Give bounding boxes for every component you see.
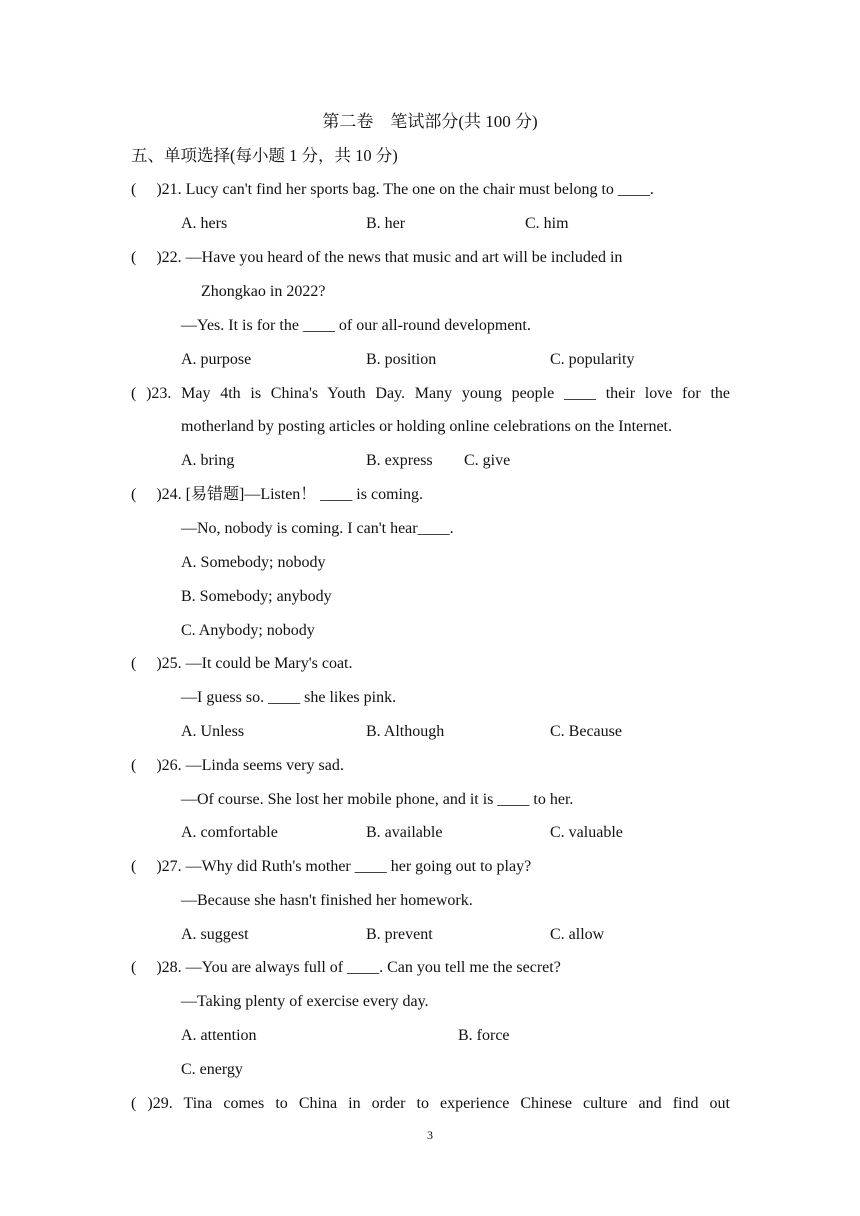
question-23-option-b: B. express xyxy=(366,452,433,469)
page-number: 3 xyxy=(427,1128,433,1142)
question-21-option-b: B. her xyxy=(366,215,406,232)
question-28-stem: ( )28. —You are always full of ____. Can you tell me the secret? xyxy=(131,959,561,976)
question-27-option-b: B. prevent xyxy=(366,926,433,943)
section-heading: 五、单项选择(每小题 1 分，共 10 分) xyxy=(131,146,398,165)
question-26-stem: ( )26. —Linda seems very sad. xyxy=(131,757,344,774)
question-28-option-a: A. attention xyxy=(181,1027,257,1044)
question-23-stem-continued: motherland by posting articles or holding online celebrations on the Internet. xyxy=(181,418,672,435)
page-title: 第二卷 笔试部分(共 100 分) xyxy=(322,112,538,131)
question-26-option-a: A. comfortable xyxy=(181,824,278,841)
question-22-option-c: C. popularity xyxy=(550,351,635,368)
question-24-option-a: A. Somebody; nobody xyxy=(181,554,326,571)
question-27-option-c: C. allow xyxy=(550,926,605,943)
question-22-stem-continued: Zhongkao in 2022? xyxy=(201,283,326,300)
question-25-option-b: B. Although xyxy=(366,723,445,740)
question-27-option-a: A. suggest xyxy=(181,926,249,943)
question-22-reply: —Yes. It is for the ____ of our all-round development. xyxy=(181,317,531,334)
question-21-option-a: A. hers xyxy=(181,215,228,232)
question-22-stem: ( )22. —Have you heard of the news that music and art will be included in xyxy=(131,249,623,266)
question-24-stem: ( )24. [易错题]—Listen！ ____ is coming. xyxy=(131,486,423,503)
question-24-option-c: C. Anybody; nobody xyxy=(181,622,315,639)
question-25-stem: ( )25. —It could be Mary's coat. xyxy=(131,655,353,672)
question-24-option-b: B. Somebody; anybody xyxy=(181,588,332,605)
question-25-reply: —I guess so. ____ she likes pink. xyxy=(181,689,397,706)
question-26-option-b: B. available xyxy=(366,824,443,841)
question-28-option-b: B. force xyxy=(458,1027,510,1044)
question-25-option-a: A. Unless xyxy=(181,723,245,740)
question-28-reply: —Taking plenty of exercise every day. xyxy=(181,993,429,1010)
question-23-option-a: A. bring xyxy=(181,452,235,469)
question-29-stem: ( )29. Tina comes to China in order to experience Chinese culture and find out xyxy=(131,1095,730,1112)
question-21-stem: ( )21. Lucy can't find her sports bag. The one on the chair must belong to ____. xyxy=(131,181,654,198)
question-26-reply: —Of course. She lost her mobile phone, and it is ____ to her. xyxy=(181,791,574,808)
question-26-option-c: C. valuable xyxy=(550,824,623,841)
question-21-option-c: C. him xyxy=(525,215,569,232)
question-27-reply: —Because she hasn't finished her homework. xyxy=(181,892,473,909)
question-23-option-c: C. give xyxy=(464,452,511,469)
question-23-stem: ( )23. May 4th is China's Youth Day. Many young people ____ their love for the xyxy=(131,385,730,402)
question-25-option-c: C. Because xyxy=(550,723,622,740)
question-22-option-b: B. position xyxy=(366,351,437,368)
question-24-reply: —No, nobody is coming. I can't hear____. xyxy=(181,520,454,537)
question-27-stem: ( )27. —Why did Ruth's mother ____ her going out to play? xyxy=(131,858,532,875)
question-28-option-c: C. energy xyxy=(181,1061,243,1078)
question-22-option-a: A. purpose xyxy=(181,351,252,368)
